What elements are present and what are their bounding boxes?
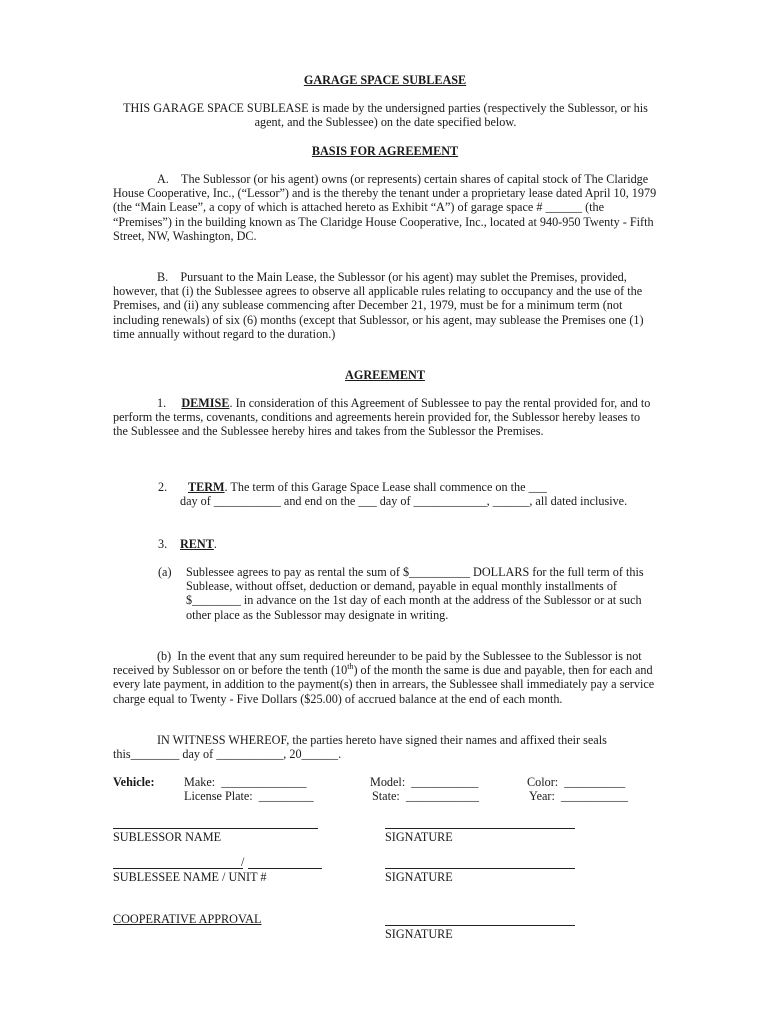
vehicle-license-plate: License Plate: _________	[184, 789, 314, 803]
rent-b-text-1: (b) In the event that any sum required hereunder to be paid by the Sublessee to the Sublessor is not received by Sublessor on or before the tenth (10	[113, 649, 642, 678]
rent-period: .	[213, 537, 217, 551]
unit-number-line	[248, 868, 322, 869]
signature-line-3	[385, 925, 575, 926]
vehicle-model: Model: ___________	[370, 775, 479, 789]
rent-a-label: (a)	[158, 565, 172, 579]
vehicle-year: Year: ___________	[529, 789, 628, 803]
rent-b-text-2: ) of the month the same is due and payable, then for each and every late payment, in addition to the payment(s) then in arrears, the Sublessee shall immediately pay a service charge equal to Twenty - Five Dollars ($25.00) of accrued balance at the end of each month.	[113, 663, 655, 706]
signature-label-1: SIGNATURE	[385, 830, 453, 844]
signature-label-3: SIGNATURE	[385, 927, 453, 941]
document-title: GARAGE SPACE SUBLEASE	[303, 73, 467, 87]
rent-b-superscript: th	[347, 662, 354, 672]
rent-a-text: Sublessee agrees to pay as rental the sum of $__________ DOLLARS for the full term of this Sublease, without offset, deduction or demand, payable in equal monthly installments of $________ in advance on the 1st day of each month at the address of the Sublessor or at such other place as the Sublessor may designate in writing.	[186, 565, 644, 622]
signature-line-2	[385, 868, 575, 869]
demise-text: . In consideration of this Agreement of Sublessee to pay the rental provided for, and to perform the terms, covenants, conditions and agreements herein provided for, the Sublessor hereby leases to the Sublessee and the Sublessee hereby hires and takes from the Sublessor the Premises.	[113, 396, 651, 439]
term-line-1	[188, 480, 658, 494]
term-number: 2.	[158, 480, 168, 494]
term-text-1: . The term of this Garage Space Lease shall commence on the ___	[224, 480, 547, 494]
cooperative-approval-label: COOPERATIVE APPROVAL	[113, 912, 262, 926]
vehicle-color: Color: __________	[527, 775, 626, 789]
demise-title: DEMISE	[181, 396, 230, 410]
rent-title: RENT	[180, 537, 214, 551]
sublessor-name-label: SUBLESSOR NAME	[113, 830, 222, 844]
intro-paragraph: THIS GARAGE SPACE SUBLEASE is made by the undersigned parties (respectively the Sublessor, or his agent, and the Sublessee) on the date specified below.	[123, 101, 648, 130]
signature-label-2: SIGNATURE	[385, 870, 453, 884]
agreement-heading: AGREEMENT	[345, 368, 425, 382]
unit-slash: /	[241, 855, 245, 869]
term-title: TERM	[188, 480, 225, 494]
basis-heading: BASIS FOR AGREEMENT	[311, 144, 459, 158]
basis-paragraph-b: B. Pursuant to the Main Lease, the Sublessor (or his agent) may sublet the Premises, provided, however, that (i) the Sublessee agrees to observe all applicable rules relating to occupancy and the use of the Premises, and (ii) any sublease commencing after December 21, 1979, must be for a minimum term (not including renewals) of six (6) months (except that Sublessor, or his agent, may sublease the Premises one (1) time annually without regard to the duration.)	[113, 270, 644, 341]
demise-paragraph	[113, 396, 658, 439]
sublessor-name-line	[113, 828, 318, 829]
vehicle-state: State: ____________	[372, 789, 479, 803]
vehicle-make: Make: ______________	[184, 775, 307, 789]
sublessee-name-line	[113, 868, 243, 869]
term-text-2: day of ___________ and end on the ___ day of ____________, ______, all dated inclusive.	[180, 494, 628, 508]
basis-paragraph-a: A. The Sublessor (or his agent) owns (or represents) certain shares of capital stock of The Claridge House Cooperative, Inc., (“Lessor”) and is the thereby the tenant under a proprietary lease dated April 10, 1979 (the “Main Lease”, a copy of which is attached hereto as Exhibit “A”) of garage space # ______ (the “Premises”) in the building known as The Claridge House Cooperative, Inc., located at 940-950 Twenty - Fifth Street, NW, Washington, DC.	[113, 172, 657, 243]
demise-number: 1.	[157, 396, 167, 410]
witness-paragraph: IN WITNESS WHEREOF, the parties hereto have signed their names and affixed their seals this________ day of ___________, 20______.	[113, 733, 607, 762]
sublessee-name-label: SUBLESSEE NAME / UNIT #	[113, 870, 267, 884]
signature-line-1	[385, 828, 575, 829]
rent-heading	[180, 537, 480, 551]
rent-b-paragraph	[113, 649, 658, 706]
vehicle-label: Vehicle:	[113, 775, 155, 789]
rent-number: 3.	[158, 537, 168, 551]
